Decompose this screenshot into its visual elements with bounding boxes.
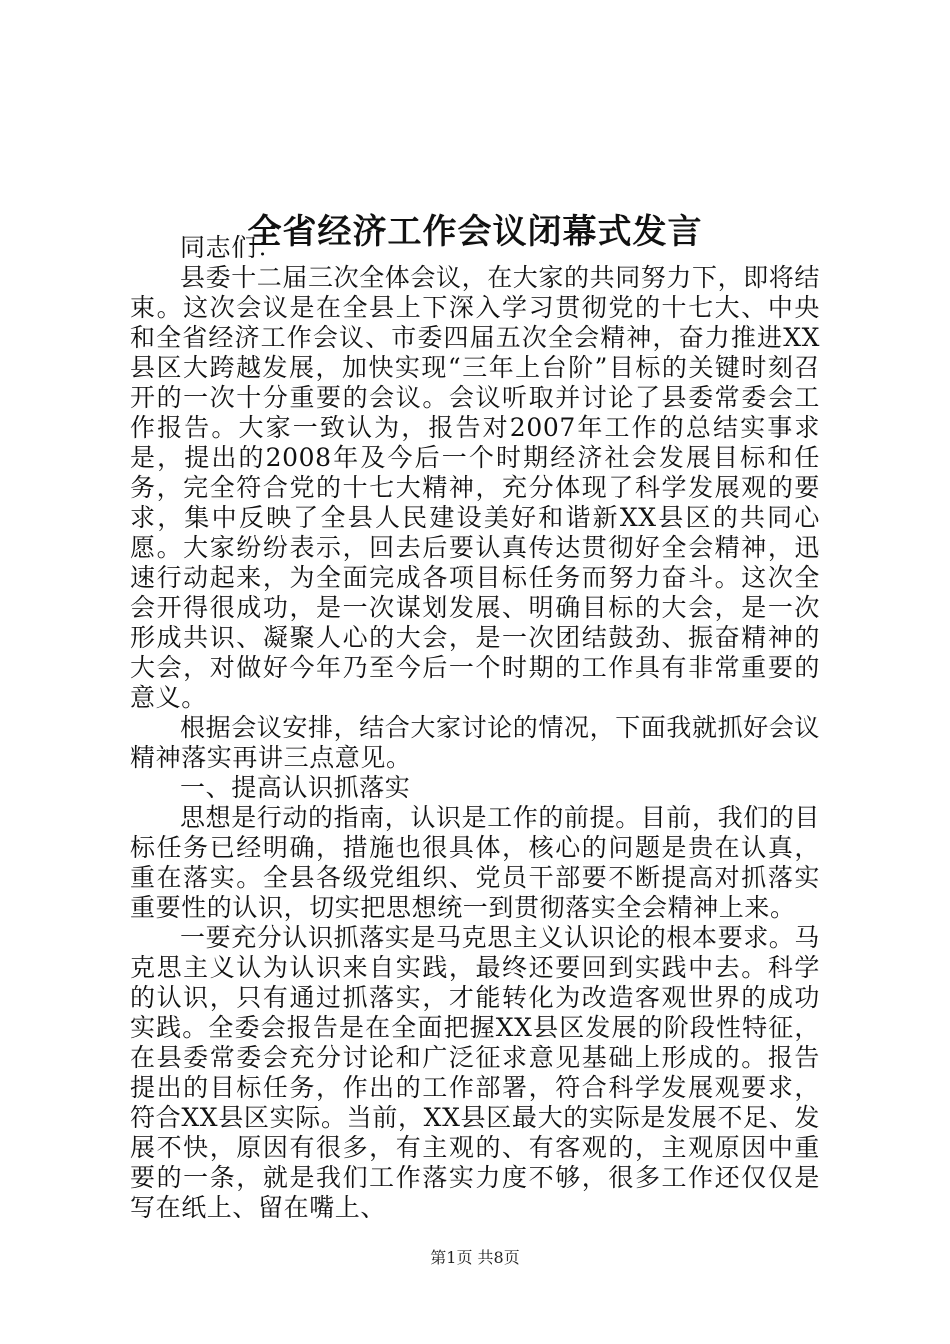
document-title: 全省经济工作会议闭幕式发言 <box>247 211 703 252</box>
paragraph-section-1-intro: 思想是行动的指南，认识是工作的前提。目前，我们的目标任务已经明确，措施也很具体，核心的问题是贵在认真，重在落实。全县各级党组织、党员干部要不断提高对抓落实重要性的认识，切实把思想统一到贯彻落实全会精神上来。 <box>130 803 821 922</box>
document-body <box>130 233 820 1223</box>
page-number-footer: 第1页 共8页 <box>430 1248 520 1267</box>
paragraph-opening: 县委十二届三次全体会议，在大家的共同努力下，即将结束。这次会议是在全县上下深入学习贯彻党的十七大、中央和全省经济工作会议、市委四届五次全会精神，奋力推进XX县区大跨越发展，加快实现“三年上台阶”目标的关键时刻召开的一次十分重要的会议。会议听取并讨论了县委常委会工作报告。大家一致认为，报告对2007年工作的总结实事求是，提出的2008年及今后一个时期经济社会发展目标和任务，完全符合党的十七大精神，充分体现了科学发展观的要求，集中反映了全县人民建设美好和谐新XX县区的共同心愿。大家纷纷表示，回去后要认真传达贯彻好全会精神，迅速行动起来，为全面完成各项目标任务而努力奋斗。这次全会开得很成功，是一次谋划发展、明确目标的大会，是一次形成共识、凝聚人心的大会，是一次团结鼓劲、振奋精神的大会，对做好今年乃至今后一个时期的工作具有非常重要的意义。 <box>130 263 821 712</box>
paragraph-salutation: 同志们： <box>180 233 283 262</box>
section-heading-1: 一、提高认识抓落实 <box>180 773 411 802</box>
paragraph-transition: 根据会议安排，结合大家讨论的情况，下面我就抓好会议精神落实再讲三点意见。 <box>130 713 821 772</box>
paragraph-section-1-point-1: 一要充分认识抓落实是马克思主义认识论的根本要求。马克思主义认为认识来自实践，最终还要回到实践中去。科学的认识，只有通过抓落实，才能转化为改造客观世界的成功实践。全委会报告是在全面把握XX县区发展的阶段性特征，在县委常委会充分讨论和广泛征求意见基础上形成的。报告提出的目标任务，作出的工作部署，符合科学发展观要求，符合XX县区实际。当前，XX县区最大的实际是发展不足、发展不快，原因有很多，有主观的、有客观的，主观原因中重要的一条，就是我们工作落实力度不够，很多工作还仅仅是写在纸上、留在嘴上、 <box>130 923 821 1222</box>
